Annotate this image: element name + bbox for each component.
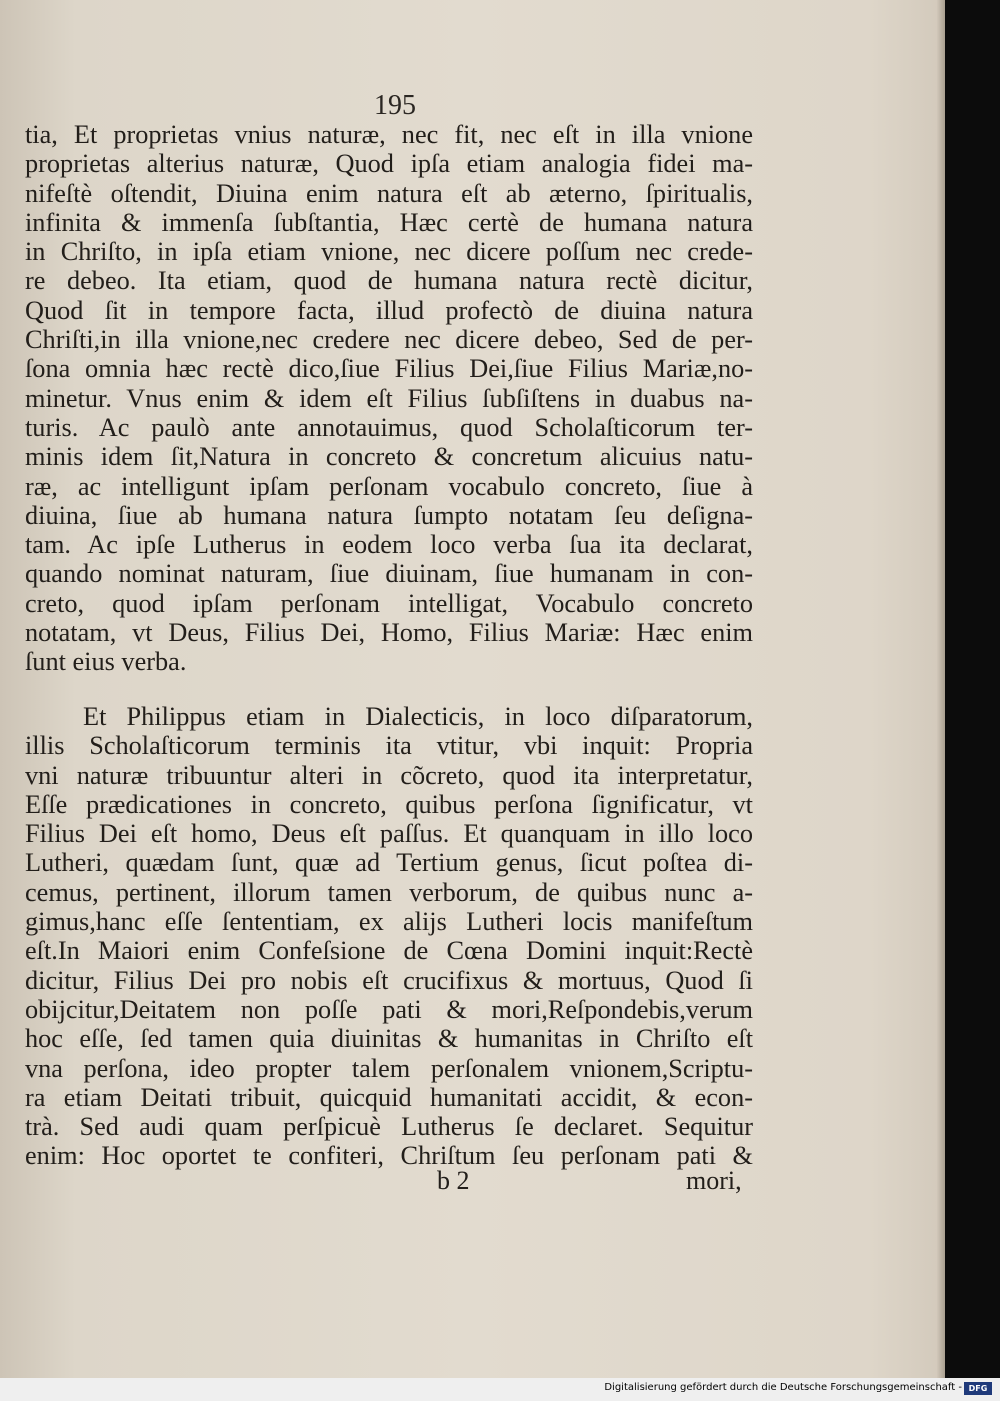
text-line: Filius Dei eſt homo, Deus eſt paſſus. Et quanquam in illo loco	[25, 819, 753, 849]
paragraph-1	[25, 120, 753, 677]
page-number: 195	[374, 90, 416, 121]
paragraph-2	[25, 702, 753, 1171]
text-line: nifeſtè oſtendit, Diuina enim natura eſt ab æterno, ſpiritualis,	[25, 178, 753, 208]
text-line: Quod ſit in tempore facta, illud profectò de diuina natura	[25, 295, 753, 325]
dfg-logo: DFG	[964, 1382, 992, 1395]
text-line: cemus, pertinent, illorum tamen verborum, de quibus nunc a-	[25, 877, 753, 907]
text-line: Chriſti,in illa vnione,nec credere nec dicere debeo, Sed de per-	[25, 325, 753, 355]
text-line: illis Scholaſticorum terminis ita vtitur, vbi inquit: Propria	[25, 731, 753, 761]
text-line: eſt.In Maiori enim Confeſsione de Cœna Domini inquit:Rectè	[25, 936, 753, 966]
text-line: hoc eſſe, ſed tamen quia diuinitas & humanitas in Chriſto eſt	[25, 1024, 753, 1054]
text-line: in Chriſto, in ipſa etiam vnione, nec dicere poſſum nec crede-	[25, 237, 753, 267]
text-line: dicitur, Filius Dei pro nobis eſt crucifixus & mortuus, Quod ſi	[25, 965, 753, 995]
text-line: creto, quod ipſam perſonam intelligat, Vocabulo concreto	[25, 588, 753, 618]
text-line: minetur. Vnus enim & idem eſt Filius ſubſiſtens in duabus na-	[25, 383, 753, 413]
text-line: diuina, ſiue ab humana natura ſumpto notatam ſeu deſigna-	[25, 500, 753, 530]
text-line: ſunt eius verba.	[25, 647, 187, 677]
text-line: ra etiam Deitati tribuit, quicquid humanitati accidit, & econ-	[25, 1082, 753, 1112]
signature-mark: b 2	[437, 1166, 470, 1195]
funding-credit: Digitalisierung gefördert durch die Deutsche Forschungsgemeinschaft -	[604, 1382, 962, 1393]
text-line: vna perſona, ideo propter talem perſonalem vnionem,Scriptu-	[25, 1053, 753, 1083]
text-line: vni naturæ tribuuntur alteri in cõcreto, quod ita interpretatur,	[25, 760, 753, 790]
text-line: notatam, vt Deus, Filius Dei, Homo, Filius Mariæ: Hæc enim	[25, 618, 753, 648]
catchword: mori,	[686, 1166, 742, 1195]
text-line: Et Philippus etiam in Dialecticis, in loco diſparatorum,	[83, 702, 753, 731]
digitization-footer	[0, 1378, 1000, 1401]
text-line: re debeo. Ita etiam, quod de humana natura rectè dicitur,	[25, 266, 753, 296]
text-line: infinita & immenſa ſubſtantia, Hæc certè de humana natura	[25, 207, 753, 237]
text-line: turis. Ac paulò ante annotauimus, quod Scholaſticorum ter-	[25, 412, 753, 442]
page-foot	[0, 1166, 1000, 1196]
text-line: minis idem ſit,Natura in concreto & concretum alicuius natu-	[25, 442, 753, 472]
text-line: tia, Et proprietas vnius naturæ, nec fit, nec eſt in illa vnione	[25, 120, 753, 149]
text-line: ſona omnia hæc rectè dico,ſiue Filius Dei,ſiue Filius Mariæ,no-	[25, 354, 753, 384]
text-line: quando nominat naturam, ſiue diuinam, ſiue humanam in con-	[25, 559, 753, 589]
text-line: enim: Hoc oportet te confiteri, Chriſtum ſeu perſonam pati &	[25, 1141, 753, 1171]
text-line: Lutheri, quædam ſunt, quæ ad Tertium genus, ſicut poſtea di-	[25, 848, 753, 878]
text-line: trà. Sed audi quam perſpicuè Lutherus ſe declaret. Sequitur	[25, 1112, 753, 1142]
text-line: obijcitur,Deitatem non poſſe pati & mori,Reſpondebis,verum	[25, 994, 753, 1024]
text-line: proprietas alterius naturæ, Quod ipſa etiam analogia fidei ma-	[25, 149, 753, 179]
text-line: tam. Ac ipſe Lutherus in eodem loco verba ſua ita declarat,	[25, 530, 753, 560]
text-line: Eſſe prædicationes in concreto, quibus perſona ſignificatur, vt	[25, 789, 753, 819]
text-line: ræ, ac intelligunt ipſam perſonam vocabulo concreto, ſiue à	[25, 471, 753, 501]
text-line: gimus,hanc eſſe ſententiam, ex alijs Lutheri locis manifeſtum	[25, 907, 753, 937]
